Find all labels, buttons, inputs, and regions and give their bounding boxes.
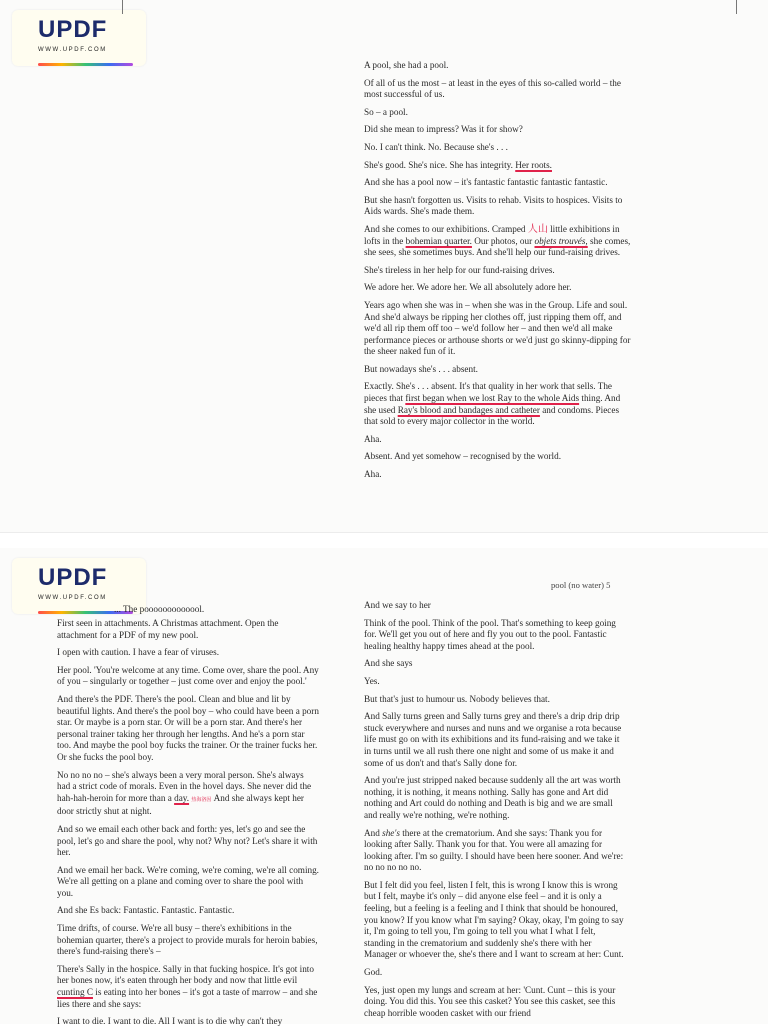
- text-run: And there's the PDF. There's the pool. Clean and blue and lit by beautiful lights. And there's the pool boy – who could have been a porn star. Or maybe is a porn star. Or will be a porn star. And there's her personal trainer taking her through her lengths. And he's a porn star too. And maybe the pool boy fucks the trainer. Or the trainer fucks her. Or she fucks the pool boy.: [57, 693, 319, 762]
- text-run: But that's just to humour us. Nobody believes that.: [364, 693, 550, 704]
- paragraph: [57, 694, 319, 764]
- handwritten-annotation: 人山: [527, 223, 548, 235]
- paragraph: [364, 265, 634, 277]
- paragraph: [364, 224, 634, 259]
- underlined-phrase: Her roots.: [515, 159, 552, 170]
- paragraph: [364, 78, 634, 101]
- text-run: And she has a pool now – it's fantastic fantastic fantastic fantastic.: [364, 177, 608, 188]
- text-run: Aha.: [364, 469, 382, 480]
- text-run: She's good. She's nice. She has integrity.: [364, 159, 516, 170]
- paragraph: [364, 282, 634, 294]
- text-run: I want to die. I want to die. All I want is to die why can't they: [57, 1016, 283, 1027]
- updf-watermark-top: [12, 10, 146, 66]
- text-run: And she always kept her door strictly shut at night.: [57, 792, 304, 817]
- text-run: So – a pool.: [364, 106, 408, 117]
- text-run: And: [364, 827, 383, 838]
- paragraph: [57, 665, 319, 688]
- text-run: And you're just stripped naked because suddenly all the art was worth nothing, it is nothing, it means nothing. Sally has gone and Art did nothing and Art could do nothing and Death is big and we are small and really we're nothing, we're nothing.: [364, 775, 621, 820]
- text-run: Did she mean to impress? Was it for show?: [364, 124, 523, 135]
- text-run: Time drifts, of course. We're all busy – there's exhibitions in the bohemian quarter, there's a project to provide murals for heroin babies, there's fund-raising there's –: [57, 923, 318, 957]
- underlined-phrase: objets trouvés,: [534, 235, 588, 246]
- text-run: There's Sally in the hospice. Sally in that fucking hospice. It's got into her bones now, it's eaten through her body and now that little evil: [57, 963, 314, 986]
- text-run: And so we email each other back and forth: yes, let's go and see the pool, let's go and share the pool, why not? Why not? Let's share it with her.: [57, 823, 318, 858]
- text-run: and condoms. Pieces that sold to every major collector in the world.: [364, 404, 620, 427]
- paragraph: [364, 434, 634, 446]
- paragraph: [57, 824, 319, 859]
- text-run: she comes, she sees, she sometimes buys. And she'll help our fund-raising drives.: [364, 235, 631, 258]
- scan-edge-mark: [736, 0, 743, 14]
- paragraph: [364, 469, 634, 481]
- text-run: But I felt did you feel, listen I felt, this is wrong I know this is wrong but I felt, maybe it's only – did anyone else feel – and it is only a feeling, but a feeling is a feeling and I think that should be honoured, you know? If you know what I'm saying? Okay, okay, I'm going to say it, I'm going to tell you, I'm going to tell you what I what I felt, standing in the crematorium and suddenly she's there with her Manager or whoever the, she's there and I want to scream at her: Cunt.: [364, 879, 624, 960]
- text-run: No. I can't think. No. Because she's . . .: [364, 141, 508, 152]
- text-run: No no no no – she's always been a very moral person. She's always had a strict code of morals. Even in the hovel days. She never did the hah-hah-heroin for more than a: [57, 769, 312, 803]
- paragraph: [364, 177, 634, 189]
- paragraph: [57, 1016, 319, 1028]
- text-run: she's: [382, 827, 400, 838]
- text-run: And she Es back: Fantastic. Fantastic. Fantastic.: [57, 905, 235, 916]
- paragraph: [364, 711, 626, 769]
- paragraph: [364, 600, 626, 612]
- text-run: But nowadays she's . . . absent.: [364, 363, 478, 374]
- paragraph: [57, 647, 319, 659]
- paragraph: [364, 658, 626, 670]
- text-run: Aha.: [364, 433, 382, 444]
- text-run: Years ago when she was in – when she was in the Group. Life and soul. And she'd always be ripping her clothes off, just ripping them off, and we'd all rip them off too – we'd follow her – and then we'd all make performance pieces or arthouse shorts or we'd just go skinny-dipping for the sheer naked fun of it.: [364, 299, 631, 357]
- bottom-right-text-column: [364, 600, 626, 1025]
- text-run: And we email her back. We're coming, we're coming, we're all coming. We're all getting on a plane and coming over to share the pool with you.: [57, 864, 319, 898]
- paragraph: [57, 923, 319, 958]
- text-run: I open with caution. I have a fear of viruses.: [57, 647, 219, 658]
- paragraph: [364, 381, 634, 427]
- text-run: is eating into her bones – it's got a taste of marrow – and she lies there and she says:: [57, 987, 318, 1009]
- underlined-phrase: first began when we lost Ray to the whole Aids: [405, 393, 580, 404]
- text-run: And she comes to our exhibitions. Cramped: [364, 223, 528, 234]
- paragraph: [364, 775, 626, 821]
- text-run: But she hasn't forgotten us. Visits to rehab. Visits to hospices. Visits to Aids wards. She's made them.: [364, 194, 623, 217]
- bottom-left-text-column: [57, 618, 319, 1034]
- text-run: little exhibitions in lofts in the: [364, 223, 620, 246]
- paragraph: [364, 451, 634, 463]
- underlined-phrase: cunting C: [57, 987, 93, 998]
- paragraph: [364, 985, 626, 1020]
- text-run: there at the crematorium. And she says: Thank you for looking after Sally. Thank you for that. You were all amazing for looking after. I'm so guilty. I should have been here sooner. And we're: no no no no no.: [364, 827, 624, 873]
- paragraph: [364, 676, 626, 688]
- paragraph: [364, 124, 634, 136]
- paragraph: [364, 618, 626, 653]
- text-run: And we say to her: [364, 600, 431, 610]
- updf-logo-gradient-bar: [38, 63, 133, 66]
- text-run: Think of the pool. Think of the pool. That's something to keep going for. We'll get you out of here and fly you out to the pool. Fantastic healing healthy happy times ahead at the pool.: [364, 617, 616, 651]
- top-page-text-column: [364, 60, 634, 487]
- scan-edge-mark: [122, 0, 129, 14]
- paragraph: [364, 142, 634, 154]
- underlined-phrase: bohemian quarter.: [405, 235, 472, 246]
- paragraph: [57, 905, 319, 917]
- paragraph: [364, 364, 634, 376]
- text-run: And she says: [364, 658, 413, 669]
- paragraph: [57, 865, 319, 900]
- text-run: God.: [364, 967, 383, 978]
- paragraph: [364, 107, 634, 119]
- updf-logo-url: WWW.UPDF.COM: [38, 47, 107, 53]
- running-head: pool (no water) 5: [551, 580, 611, 590]
- text-run: Exactly. She's . . . absent. It's that quality in her work that sells. The pieces that: [364, 381, 613, 404]
- paragraph: [57, 964, 319, 1010]
- text-run: And Sally turns green and Sally turns grey and there's a drip drip drip stuck everywhere and nurses and nuns and we organise a rota because life must go on with its exhibitions and its fund-raising and we take it in turns until we all rush there one night and some of us make it and some of us don't and that's Sally done for.: [364, 711, 622, 768]
- paragraph: [364, 195, 634, 218]
- text-run: Yes.: [364, 675, 380, 686]
- text-run: First seen in attachments. A Christmas attachment. Open the attachment for a PDF of my new pool.: [57, 618, 279, 640]
- text-run: Absent. And yet somehow – recognised by the world.: [364, 451, 561, 462]
- updf-logo-url: WWW.UPDF.COM: [38, 595, 107, 601]
- text-run: She's tireless in her help for our fund-raising drives.: [364, 264, 555, 275]
- text-run: We adore her. We adore her. We all absolutely adore her.: [364, 282, 572, 293]
- paragraph: [57, 618, 319, 641]
- updf-logo-word: UPDF: [38, 16, 108, 43]
- underlined-phrase: Ray's blood and bandages and catheter: [397, 404, 540, 415]
- paragraph: [364, 828, 626, 874]
- handwritten-annotation: 热海洛因: [191, 796, 212, 803]
- paragraph: [364, 880, 626, 961]
- paragraph: [364, 694, 626, 706]
- paragraph: [364, 300, 634, 358]
- text-run: A pool, she had a pool.: [364, 60, 449, 70]
- paragraph: [364, 160, 634, 172]
- text-run: Her pool. 'You're welcome at any time. Come over, share the pool. Any of you – singularly or together – just come over and enjoy the pool.': [57, 664, 319, 687]
- paragraph: [57, 770, 319, 818]
- updf-logo-word: UPDF: [38, 564, 108, 591]
- paragraph: [364, 967, 626, 979]
- text-run: Of all of us the most – at least in the eyes of this so-called world – the most successful of us.: [364, 77, 621, 100]
- underlined-phrase: day.: [174, 792, 190, 803]
- text-run: thing. And she used: [364, 393, 621, 415]
- paragraph: [364, 60, 634, 72]
- text-run: Our photos, our: [471, 235, 535, 246]
- text-run: Yes, just open my lungs and scream at her: 'Cunt. Cunt – this is your doing. You did this. You see this casket? You see this casket, see this cheap horrible wooden casket with our friend: [364, 984, 616, 1018]
- cut-off-heading: ... The pooooooooooool.: [114, 604, 205, 614]
